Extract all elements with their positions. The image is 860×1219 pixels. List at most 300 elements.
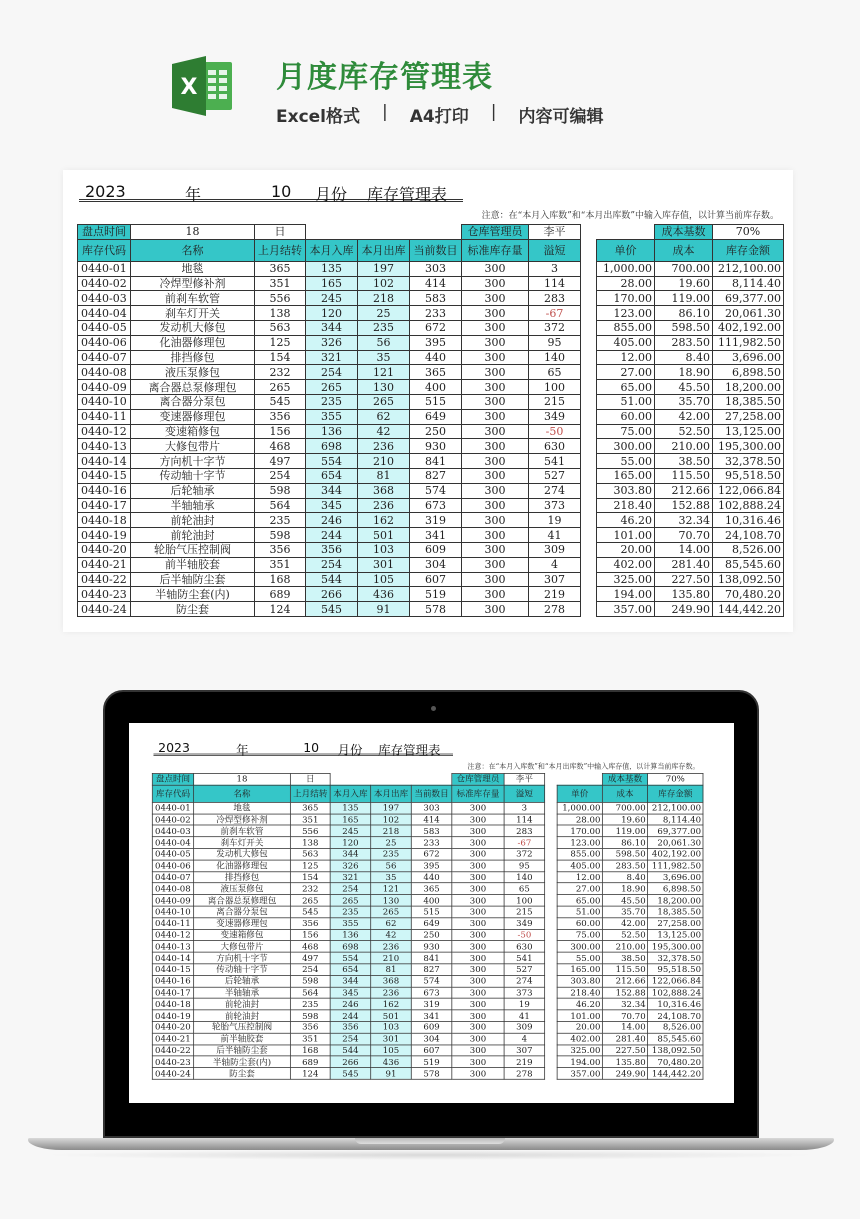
cell-standard[interactable]: 300 — [462, 394, 529, 409]
cell-current: 395 — [411, 860, 452, 872]
cell-in[interactable]: 545 — [306, 602, 358, 617]
manager-label: 仓库管理员 — [462, 225, 529, 240]
cell-cost: 19.60 — [602, 814, 647, 826]
table-row — [78, 602, 784, 617]
cell-standard[interactable]: 300 — [462, 572, 529, 587]
cell-cost: 135.80 — [655, 587, 713, 602]
cell-current: 395 — [410, 335, 462, 350]
cell-price[interactable]: 303.80 — [597, 483, 655, 498]
cell-prev[interactable]: 124 — [255, 602, 306, 617]
cell-in[interactable]: 355 — [306, 409, 358, 424]
cell-prev[interactable]: 545 — [255, 394, 306, 409]
cell-prev[interactable]: 351 — [290, 1033, 330, 1045]
cell-in[interactable]: 265 — [330, 895, 371, 907]
cell-price[interactable]: 357.00 — [597, 602, 655, 617]
cell-out[interactable]: 162 — [358, 513, 410, 528]
year-value[interactable]: 2023 — [158, 740, 190, 756]
cell-prev[interactable]: 365 — [255, 261, 306, 276]
cell-price[interactable]: 55.00 — [597, 454, 655, 469]
cell-standard[interactable]: 300 — [462, 335, 529, 350]
count-time-label: 盘点时间 — [152, 774, 193, 786]
cell-prev[interactable]: 598 — [255, 528, 306, 543]
blank-cell — [545, 848, 557, 860]
cell-in[interactable]: 245 — [306, 291, 358, 306]
cell-out[interactable]: 218 — [371, 825, 412, 837]
cell-in[interactable]: 120 — [306, 306, 358, 321]
cell-in[interactable]: 326 — [330, 860, 371, 872]
cell-out[interactable]: 130 — [358, 380, 410, 395]
cell-in[interactable]: 266 — [330, 1056, 371, 1068]
cell-prev[interactable]: 168 — [290, 1045, 330, 1057]
cell-price[interactable]: 28.00 — [597, 276, 655, 291]
cell-out[interactable]: 42 — [358, 424, 410, 439]
cell-in[interactable]: 246 — [306, 513, 358, 528]
cell-in[interactable]: 544 — [306, 572, 358, 587]
cell-standard[interactable]: 300 — [452, 964, 504, 976]
cell-prev[interactable]: 356 — [290, 918, 330, 930]
cell-prev[interactable]: 564 — [255, 498, 306, 513]
cell-price[interactable]: 165.00 — [597, 468, 655, 483]
cell-price[interactable]: 123.00 — [557, 837, 602, 849]
cell-out[interactable]: 103 — [358, 542, 410, 557]
cell-standard[interactable]: 300 — [462, 439, 529, 454]
cell-standard[interactable]: 300 — [452, 941, 504, 953]
cell-prev[interactable]: 265 — [255, 380, 306, 395]
cell-price[interactable]: 165.00 — [557, 964, 602, 976]
cell-standard[interactable]: 300 — [462, 424, 529, 439]
cell-prev[interactable]: 598 — [290, 975, 330, 987]
cell-out[interactable]: 35 — [371, 871, 412, 883]
cell-price[interactable]: 218.40 — [557, 987, 602, 999]
cell-price[interactable]: 1,000.00 — [557, 802, 602, 814]
cell-in[interactable]: 345 — [330, 987, 371, 999]
col-name: 名称 — [194, 785, 291, 802]
cell-price[interactable]: 55.00 — [557, 952, 602, 964]
month-value[interactable]: 10 — [271, 182, 292, 201]
cell-prev[interactable]: 545 — [290, 906, 330, 918]
cell-price[interactable]: 357.00 — [557, 1068, 602, 1080]
cell-amount: 195,300.00 — [648, 941, 703, 953]
table-row — [152, 906, 703, 918]
cell-current: 515 — [410, 394, 462, 409]
cell-standard[interactable]: 300 — [452, 1010, 504, 1022]
cell-prev[interactable]: 351 — [255, 276, 306, 291]
cell-prev[interactable]: 356 — [290, 1022, 330, 1034]
cell-standard[interactable]: 300 — [462, 498, 529, 513]
cell-price[interactable]: 855.00 — [557, 848, 602, 860]
cell-in[interactable]: 254 — [306, 365, 358, 380]
cell-price[interactable]: 300.00 — [557, 941, 602, 953]
cell-standard[interactable]: 300 — [452, 1022, 504, 1034]
cell-out[interactable]: 235 — [358, 320, 410, 335]
cell-in[interactable]: 544 — [330, 1045, 371, 1057]
cell-out[interactable]: 236 — [371, 987, 412, 999]
cell-price[interactable]: 46.20 — [597, 513, 655, 528]
cell-price[interactable]: 60.00 — [597, 409, 655, 424]
cell-prev[interactable]: 232 — [290, 883, 330, 895]
cell-out[interactable]: 301 — [371, 1033, 412, 1045]
cell-price[interactable]: 65.00 — [597, 380, 655, 395]
cell-diff: 19 — [504, 998, 545, 1010]
cell-prev[interactable]: 232 — [255, 365, 306, 380]
cell-standard[interactable]: 300 — [452, 871, 504, 883]
cell-price[interactable]: 27.00 — [597, 365, 655, 380]
cell-prev[interactable]: 689 — [290, 1056, 330, 1068]
cell-out[interactable]: 197 — [371, 802, 412, 814]
cell-price[interactable]: 303.80 — [557, 975, 602, 987]
cell-standard[interactable]: 300 — [452, 998, 504, 1010]
cell-out[interactable]: 25 — [371, 837, 412, 849]
cell-current: 341 — [411, 1010, 452, 1022]
cell-prev[interactable]: 124 — [290, 1068, 330, 1080]
cell-in[interactable]: 136 — [306, 424, 358, 439]
cell-diff: 283 — [504, 825, 545, 837]
cell-out[interactable]: 121 — [371, 883, 412, 895]
cell-standard[interactable]: 300 — [452, 837, 504, 849]
cell-diff: -67 — [529, 306, 581, 321]
cell-prev[interactable]: 125 — [255, 335, 306, 350]
cell-out[interactable]: 197 — [358, 261, 410, 276]
cell-standard[interactable]: 300 — [452, 1045, 504, 1057]
cell-in[interactable]: 698 — [330, 941, 371, 953]
cell-in[interactable]: 165 — [306, 276, 358, 291]
cell-standard[interactable]: 300 — [452, 1033, 504, 1045]
cell-prev[interactable]: 265 — [290, 895, 330, 907]
cell-out[interactable]: 62 — [371, 918, 412, 930]
cell-price[interactable]: 123.00 — [597, 306, 655, 321]
year-value[interactable]: 2023 — [85, 182, 126, 201]
cell-in[interactable]: 654 — [306, 468, 358, 483]
cell-in[interactable]: 344 — [306, 320, 358, 335]
cell-in[interactable]: 135 — [306, 261, 358, 276]
cell-in[interactable]: 245 — [330, 825, 371, 837]
cell-out[interactable]: 368 — [358, 483, 410, 498]
cell-in[interactable]: 344 — [330, 975, 371, 987]
blank-cell — [545, 964, 557, 976]
cell-prev[interactable]: 154 — [255, 350, 306, 365]
cell-out[interactable]: 436 — [358, 587, 410, 602]
cell-out[interactable]: 103 — [371, 1022, 412, 1034]
cell-out[interactable]: 235 — [371, 848, 412, 860]
cell-standard[interactable]: 300 — [452, 802, 504, 814]
cell-current: 414 — [411, 814, 452, 826]
cell-price[interactable]: 46.20 — [557, 998, 602, 1010]
cell-prev[interactable]: 468 — [290, 941, 330, 953]
cell-price[interactable]: 51.00 — [597, 394, 655, 409]
table-row — [78, 350, 784, 365]
cell-standard[interactable]: 300 — [452, 906, 504, 918]
cell-standard[interactable]: 300 — [462, 306, 529, 321]
month-unit: 月份 — [315, 185, 348, 204]
header-banner — [0, 0, 860, 160]
cell-in[interactable]: 345 — [306, 498, 358, 513]
cell-diff: 541 — [504, 952, 545, 964]
cell-prev[interactable]: 497 — [255, 454, 306, 469]
cell-price[interactable]: 101.00 — [597, 528, 655, 543]
cell-out[interactable]: 91 — [358, 602, 410, 617]
cell-in[interactable]: 545 — [330, 1068, 371, 1080]
cell-standard[interactable]: 300 — [452, 1068, 504, 1080]
cost-base-value[interactable]: 70% — [713, 225, 784, 240]
cell-prev[interactable]: 468 — [255, 439, 306, 454]
cell-prev[interactable]: 556 — [290, 825, 330, 837]
cell-out[interactable]: 56 — [358, 335, 410, 350]
cell-prev[interactable]: 356 — [255, 409, 306, 424]
cell-prev[interactable]: 235 — [290, 998, 330, 1010]
cell-in[interactable]: 698 — [306, 439, 358, 454]
cell-amount: 70,480.20 — [648, 1056, 703, 1068]
cell-price[interactable]: 28.00 — [557, 814, 602, 826]
cell-price[interactable]: 218.40 — [597, 498, 655, 513]
cell-in[interactable]: 344 — [330, 848, 371, 860]
cell-standard[interactable]: 300 — [462, 350, 529, 365]
cell-prev[interactable]: 564 — [290, 987, 330, 999]
cell-standard[interactable]: 300 — [462, 365, 529, 380]
count-day-value[interactable]: 18 — [131, 225, 255, 240]
cell-out[interactable]: 236 — [371, 941, 412, 953]
cell-price[interactable]: 75.00 — [597, 424, 655, 439]
cell-cost: 38.50 — [655, 454, 713, 469]
cell-out[interactable]: 102 — [358, 276, 410, 291]
cell-in[interactable]: 254 — [330, 1033, 371, 1045]
cell-standard[interactable]: 300 — [462, 468, 529, 483]
cell-price[interactable]: 101.00 — [557, 1010, 602, 1022]
blank-cell — [545, 1068, 557, 1080]
cell-prev[interactable]: 563 — [255, 320, 306, 335]
cell-prev[interactable]: 156 — [255, 424, 306, 439]
cell-prev[interactable]: 598 — [255, 483, 306, 498]
cell-prev[interactable]: 356 — [255, 542, 306, 557]
cell-price[interactable]: 27.00 — [557, 883, 602, 895]
cell-prev[interactable]: 168 — [255, 572, 306, 587]
cell-in[interactable]: 321 — [330, 871, 371, 883]
blank-cell — [545, 975, 557, 987]
cell-standard[interactable]: 300 — [462, 320, 529, 335]
cell-standard[interactable]: 300 — [462, 483, 529, 498]
cell-prev[interactable]: 563 — [290, 848, 330, 860]
cell-prev[interactable]: 154 — [290, 871, 330, 883]
cell-prev[interactable]: 365 — [290, 802, 330, 814]
cell-out[interactable]: 105 — [358, 572, 410, 587]
cell-in[interactable]: 136 — [330, 929, 371, 941]
cell-out[interactable]: 301 — [358, 557, 410, 572]
cell-price[interactable]: 20.00 — [597, 542, 655, 557]
cell-standard[interactable]: 300 — [462, 291, 529, 306]
cell-standard[interactable]: 300 — [462, 587, 529, 602]
cell-cost: 19.60 — [655, 276, 713, 291]
cell-out[interactable]: 501 — [371, 1010, 412, 1022]
month-value[interactable]: 10 — [303, 740, 320, 756]
cell-name: 大修包带片 — [131, 439, 255, 454]
cell-out[interactable]: 105 — [371, 1045, 412, 1057]
cell-out[interactable]: 102 — [371, 814, 412, 826]
cell-cost: 152.88 — [655, 498, 713, 513]
cell-in[interactable]: 355 — [330, 918, 371, 930]
cell-standard[interactable]: 300 — [452, 825, 504, 837]
cell-in[interactable]: 135 — [330, 802, 371, 814]
cell-price[interactable]: 405.00 — [557, 860, 602, 872]
cell-price[interactable]: 194.00 — [557, 1056, 602, 1068]
cell-out[interactable]: 218 — [358, 291, 410, 306]
cell-cost: 700.00 — [655, 261, 713, 276]
cell-standard[interactable]: 300 — [462, 409, 529, 424]
cell-out[interactable]: 62 — [358, 409, 410, 424]
cell-code: 0440-22 — [78, 572, 131, 587]
cell-standard[interactable]: 300 — [452, 895, 504, 907]
cell-standard[interactable]: 300 — [452, 1056, 504, 1068]
cell-code: 0440-14 — [152, 952, 193, 964]
cell-out[interactable]: 81 — [358, 468, 410, 483]
cell-in[interactable]: 321 — [306, 350, 358, 365]
cell-standard[interactable]: 300 — [462, 454, 529, 469]
cell-standard[interactable]: 300 — [462, 542, 529, 557]
cell-price[interactable]: 60.00 — [557, 918, 602, 930]
cell-cost: 227.50 — [655, 572, 713, 587]
cell-out[interactable]: 25 — [358, 306, 410, 321]
cell-price[interactable]: 405.00 — [597, 335, 655, 350]
cell-code: 0440-15 — [78, 468, 131, 483]
cell-price[interactable]: 65.00 — [557, 895, 602, 907]
cell-standard[interactable]: 300 — [452, 929, 504, 941]
cell-cost: 281.40 — [602, 1033, 647, 1045]
cell-price[interactable]: 325.00 — [597, 572, 655, 587]
cell-in[interactable]: 254 — [330, 883, 371, 895]
cell-in[interactable]: 356 — [306, 542, 358, 557]
cell-out[interactable]: 121 — [358, 365, 410, 380]
cell-amount: 8,526.00 — [648, 1022, 703, 1034]
cell-out[interactable]: 501 — [358, 528, 410, 543]
cell-standard[interactable]: 300 — [462, 380, 529, 395]
cell-prev[interactable]: 556 — [255, 291, 306, 306]
cell-price[interactable]: 300.00 — [597, 439, 655, 454]
cell-out[interactable]: 436 — [371, 1056, 412, 1068]
cell-in[interactable]: 344 — [306, 483, 358, 498]
cell-amount: 102,888.24 — [713, 498, 784, 513]
cell-current: 649 — [410, 409, 462, 424]
cell-standard[interactable]: 300 — [452, 860, 504, 872]
cell-prev[interactable]: 138 — [255, 306, 306, 321]
cell-in[interactable]: 254 — [306, 557, 358, 572]
cell-prev[interactable]: 497 — [290, 952, 330, 964]
cell-out[interactable]: 265 — [371, 906, 412, 918]
cell-price[interactable]: 402.00 — [597, 557, 655, 572]
cell-in[interactable]: 266 — [306, 587, 358, 602]
cell-prev[interactable]: 598 — [290, 1010, 330, 1022]
cell-code: 0440-17 — [78, 498, 131, 513]
cell-price[interactable]: 20.00 — [557, 1022, 602, 1034]
cell-standard[interactable]: 300 — [452, 814, 504, 826]
title-text: 库存管理表 — [367, 185, 448, 204]
cell-price[interactable]: 75.00 — [557, 929, 602, 941]
header-row — [78, 239, 784, 261]
cell-standard[interactable]: 300 — [452, 883, 504, 895]
cell-prev[interactable]: 351 — [255, 557, 306, 572]
cell-in[interactable]: 654 — [330, 964, 371, 976]
cell-out[interactable]: 42 — [371, 929, 412, 941]
cell-standard[interactable]: 300 — [462, 261, 529, 276]
cell-price[interactable]: 51.00 — [557, 906, 602, 918]
cell-amount: 6,898.50 — [648, 883, 703, 895]
cell-prev[interactable]: 138 — [290, 837, 330, 849]
cell-standard[interactable]: 300 — [452, 848, 504, 860]
cell-price[interactable]: 12.00 — [597, 350, 655, 365]
cell-code: 0440-09 — [78, 380, 131, 395]
cell-out[interactable]: 236 — [358, 439, 410, 454]
cell-price[interactable]: 170.00 — [597, 291, 655, 306]
cell-standard[interactable]: 300 — [462, 513, 529, 528]
cell-in[interactable]: 165 — [330, 814, 371, 826]
cell-standard[interactable]: 300 — [452, 987, 504, 999]
cell-standard[interactable]: 300 — [452, 918, 504, 930]
cell-out[interactable]: 236 — [358, 498, 410, 513]
cell-out[interactable]: 35 — [358, 350, 410, 365]
cell-out[interactable]: 210 — [358, 454, 410, 469]
cell-out[interactable]: 91 — [371, 1068, 412, 1080]
cell-price[interactable]: 12.00 — [557, 871, 602, 883]
cell-out[interactable]: 130 — [371, 895, 412, 907]
cell-price[interactable]: 1,000.00 — [597, 261, 655, 276]
separator: | — [382, 102, 388, 122]
cell-name: 前轮油封 — [194, 998, 291, 1010]
cell-prev[interactable]: 351 — [290, 814, 330, 826]
cell-price[interactable]: 325.00 — [557, 1045, 602, 1057]
cell-out[interactable]: 265 — [358, 394, 410, 409]
cell-out[interactable]: 210 — [371, 952, 412, 964]
cell-prev[interactable]: 254 — [255, 468, 306, 483]
cell-price[interactable]: 170.00 — [557, 825, 602, 837]
count-day-value[interactable]: 18 — [194, 774, 291, 786]
cell-standard[interactable]: 300 — [452, 975, 504, 987]
cell-in[interactable]: 246 — [330, 998, 371, 1010]
cell-in[interactable]: 235 — [330, 906, 371, 918]
cell-out[interactable]: 56 — [371, 860, 412, 872]
cell-prev[interactable]: 235 — [255, 513, 306, 528]
cell-prev[interactable]: 156 — [290, 929, 330, 941]
manager-name[interactable]: 李平 — [529, 225, 581, 240]
cell-out[interactable]: 162 — [371, 998, 412, 1010]
blank-cell — [581, 409, 597, 424]
cell-in[interactable]: 554 — [306, 454, 358, 469]
cell-in[interactable]: 244 — [330, 1010, 371, 1022]
cell-prev[interactable]: 254 — [290, 964, 330, 976]
cell-out[interactable]: 368 — [371, 975, 412, 987]
cell-in[interactable]: 356 — [330, 1022, 371, 1034]
cell-prev[interactable]: 689 — [255, 587, 306, 602]
cell-standard[interactable]: 300 — [462, 557, 529, 572]
cell-amount: 24,108.70 — [713, 528, 784, 543]
cell-in[interactable]: 120 — [330, 837, 371, 849]
cell-standard[interactable]: 300 — [462, 528, 529, 543]
laptop-shadow — [40, 1150, 820, 1160]
cell-price[interactable]: 402.00 — [557, 1033, 602, 1045]
cell-price[interactable]: 194.00 — [597, 587, 655, 602]
cell-amount: 18,200.00 — [713, 380, 784, 395]
cell-standard[interactable]: 300 — [462, 276, 529, 291]
cost-base-value[interactable]: 70% — [648, 774, 703, 786]
cell-standard[interactable]: 300 — [452, 952, 504, 964]
manager-name[interactable]: 李平 — [504, 774, 545, 786]
cell-out[interactable]: 81 — [371, 964, 412, 976]
cell-prev[interactable]: 125 — [290, 860, 330, 872]
cell-in[interactable]: 244 — [306, 528, 358, 543]
cell-in[interactable]: 235 — [306, 394, 358, 409]
cell-standard[interactable]: 300 — [462, 602, 529, 617]
table-row — [152, 952, 703, 964]
cell-in[interactable]: 554 — [330, 952, 371, 964]
cell-in[interactable]: 265 — [306, 380, 358, 395]
cell-in[interactable]: 326 — [306, 335, 358, 350]
cell-price[interactable]: 855.00 — [597, 320, 655, 335]
